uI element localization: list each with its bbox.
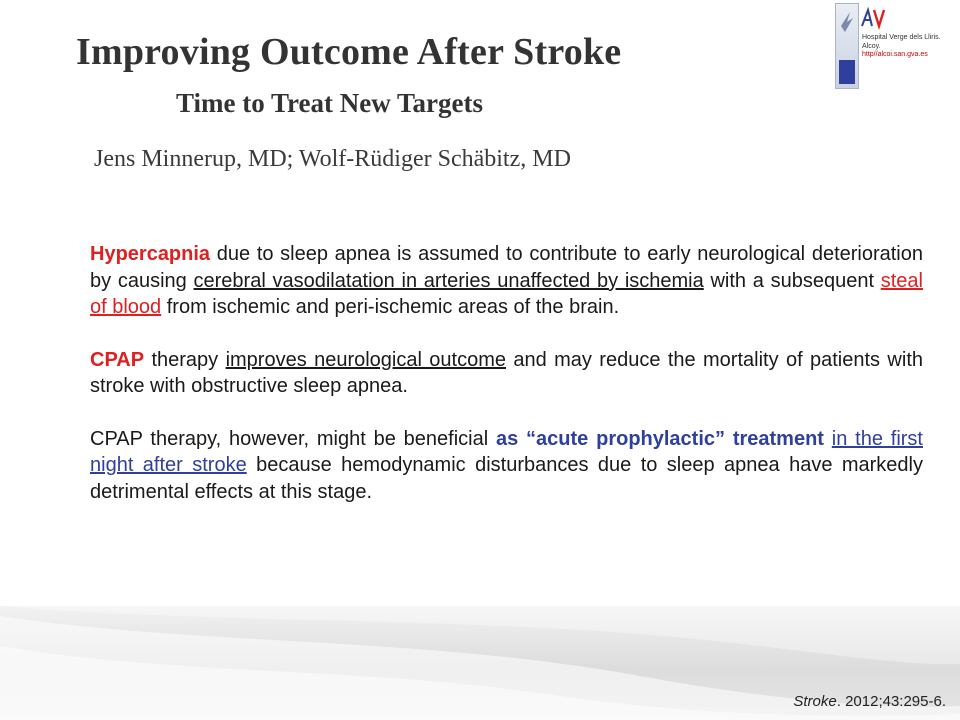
text-run: with a subsequent <box>703 269 881 292</box>
slide-title: Improving Outcome After Stroke <box>76 31 622 73</box>
slide-body <box>90 241 923 531</box>
keyword-acute-prophylactic: as “acute prophylactic” treatment <box>495 427 824 450</box>
text-run: and may reduce the mortality of patients with stroke with obstructive sleep apnea. <box>90 348 923 397</box>
text-run: from ischemic and peri-ischemic areas of the brain. <box>161 296 620 318</box>
hospital-name: Hospital Verge dels Lliris. <box>862 34 941 41</box>
hospital-info <box>862 34 958 60</box>
hospital-logo-strip <box>835 3 859 89</box>
keyword-hypercapnia: Hypercapnia <box>90 243 211 265</box>
slide-subtitle: Time to Treat New Targets <box>176 88 483 118</box>
underlined-phrase-steal-of-blood: steal of blood <box>90 269 923 318</box>
text-run: therapy <box>144 348 226 371</box>
paragraph-hypercapnia <box>90 241 923 321</box>
journal-name: Stroke <box>793 693 837 710</box>
hospital-url[interactable]: http//alcoi.san.gva.es <box>862 51 928 58</box>
hospital-emblem-icon <box>860 6 886 30</box>
bird-logo-icon <box>836 4 858 88</box>
underlined-phrase-first-night: in the first night after stroke <box>90 427 923 476</box>
text-run: CPAP therapy, however, might be beneficial <box>90 427 496 450</box>
text-run <box>824 428 832 450</box>
paragraph-cpap-prophylactic <box>90 426 923 506</box>
keyword-cpap: CPAP <box>90 348 145 371</box>
text-run: due to sleep apnea is assumed to contribute to early neurological deterioration by causing <box>90 243 923 292</box>
article-authors: Jens Minnerup, MD; Wolf-Rüdiger Schäbitz, MD <box>94 146 571 172</box>
underlined-phrase-vasodilatation: cerebral vasodilatation in arteries unaffected by ischemia <box>193 269 704 292</box>
citation <box>793 693 946 710</box>
underlined-phrase-outcome: improves neurological outcome <box>225 348 507 371</box>
citation-reference: . 2012;43:295-6. <box>836 693 946 710</box>
hospital-city: Alcoy. <box>862 42 881 50</box>
paragraph-cpap-outcome <box>90 347 923 400</box>
text-run: because hemodynamic disturbances due to sleep apnea have markedly detrimental effects at this stage. <box>90 454 923 503</box>
